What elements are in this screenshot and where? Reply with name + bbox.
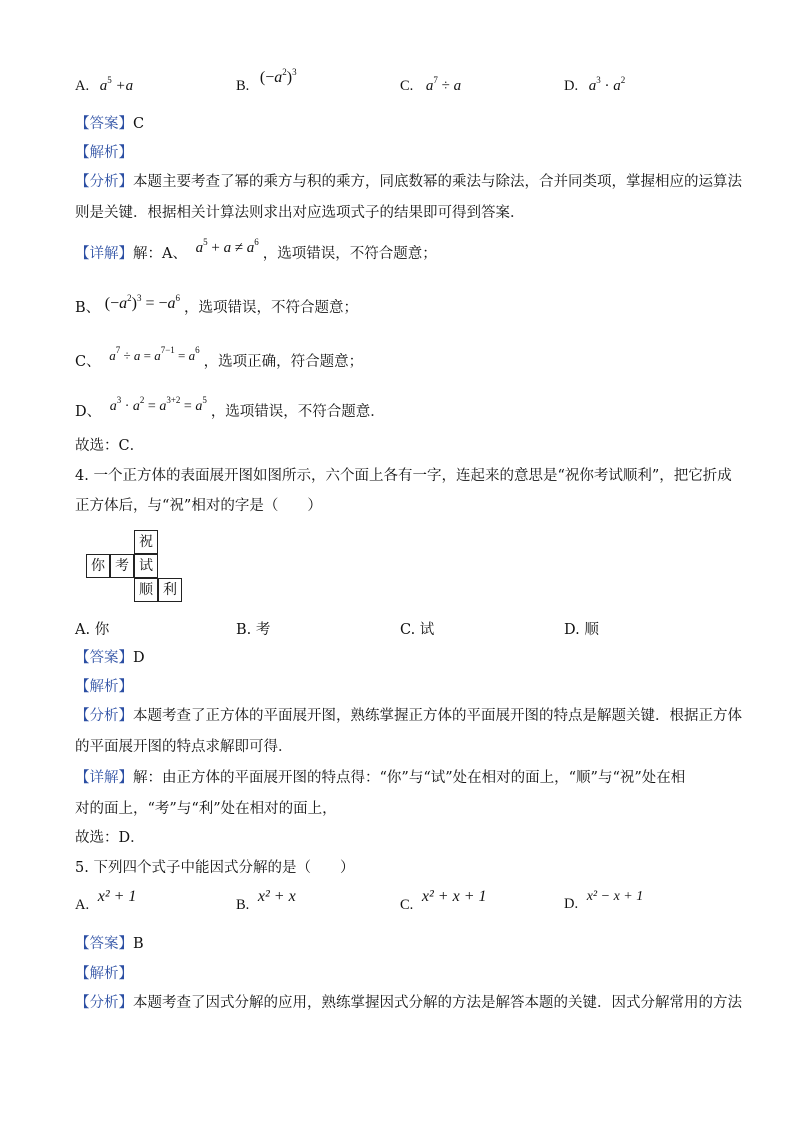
q5-option-b (236, 888, 296, 913)
detail-d-prefix: D、 (75, 404, 102, 420)
detail-c-suffix: ，选项正确，符合题意； (203, 354, 364, 370)
detail-b-prefix: B、 (75, 300, 101, 316)
q3-option-a (75, 75, 133, 95)
q3-option-a-expr: $a^5 +a$ (99, 75, 134, 94)
q3-option-d (564, 75, 625, 95)
cube-net-diagram (86, 530, 182, 602)
q4-fenxi-line-2: 的平面展开图的特点求解即可得． (75, 739, 293, 755)
q3-option-b-label: B. (236, 78, 250, 94)
q5-answer (75, 934, 144, 954)
answer-tag: 【答案】 (75, 936, 133, 952)
q4-analysis-tag: 【解析】 (75, 679, 133, 695)
fenxi-text: 本题考查了正方体的平面展开图，熟练掌握正方体的平面展开图的特点是解题关键．根据正方体 (133, 708, 742, 724)
q3-conclusion: 故选：C． (75, 438, 145, 454)
q4-conclusion: 故选：D． (75, 830, 145, 846)
q3-option-d-label: D. (564, 78, 579, 94)
net-cell-shun: 顺 (134, 578, 158, 602)
detail-text: 解：由正方体的平面展开图的特点得：“你”与“试”处在相对的面上，“顺”与“祝”处在相 (133, 770, 686, 786)
net-cell-shi: 试 (134, 554, 158, 578)
q3-detail-a (75, 238, 437, 264)
q3-detail-d (75, 396, 385, 423)
q5-option-a-label: A. (75, 897, 90, 913)
detail-a-suffix: ，选项错误，不符合题意； (262, 246, 437, 262)
fenxi-tag: 【分析】 (75, 174, 133, 190)
net-cell-kao: 考 (110, 554, 134, 578)
detail-b-expr: $(-a^2)^3 = -a^6$ (104, 293, 180, 312)
q3-option-d-expr: $a^3 \cdot a^2$ (588, 75, 626, 94)
q4-detail-line-2: 对的面上，“考”与“利”处在相对的面上， (75, 801, 337, 817)
fenxi-text: 本题主要考查了幂的乘方与积的乘方，同底数幂的乘法与除法，合并同类项，掌握相应的运算法 (133, 174, 742, 190)
q5-analysis-tag: 【解析】 (75, 966, 133, 982)
q4-stem-line-1: 4. 一个正方体的表面展开图如图所示，六个面上各有一字，连起来的意思是“祝你考试顺利”，把它折成 (75, 468, 732, 484)
detail-c-prefix: C、 (75, 354, 101, 370)
q4-answer (75, 648, 145, 668)
q3-fenxi-line-2: 则是关键．根据相关计算法则求出对应选项式子的结果即可得到答案． (75, 205, 525, 221)
q5-stem: 5. 下列四个式子中能因式分解的是（ ） (75, 860, 355, 876)
q3-option-a-label: A. (75, 78, 90, 94)
detail-tag: 【详解】 (75, 246, 133, 262)
fenxi-text: 本题考查了因式分解的应用，熟练掌握因式分解的方法是解答本题的关键．因式分解常用的方法 (133, 995, 742, 1011)
q3-option-b-expr: $(-a^2)^3$ (259, 67, 297, 86)
fenxi-tag: 【分析】 (75, 708, 133, 724)
answer-tag: 【答案】 (75, 116, 133, 132)
q5-option-d-label: D. (564, 896, 579, 912)
q4-stem-line-2: 正方体后，与“祝”相对的字是（ ） (75, 498, 322, 514)
q3-option-c (400, 75, 461, 95)
q3-fenxi-line-1 (75, 172, 742, 192)
q5-option-b-expr: x² + x (257, 888, 296, 905)
fenxi-tag: 【分析】 (75, 995, 133, 1011)
q5-option-a-expr: x² + 1 (97, 888, 137, 905)
q4-option-a: A. 你 (75, 622, 110, 638)
q3-option-c-expr: $a^7 \div a$ (425, 75, 462, 94)
q3-analysis-tag: 【解析】 (75, 145, 133, 161)
q5-option-c (400, 888, 487, 913)
q5-fenxi-line-1 (75, 993, 742, 1013)
q5-option-b-label: B. (236, 897, 250, 913)
q3-detail-c (75, 346, 363, 372)
q3-detail-b (75, 292, 358, 318)
q3-option-b (236, 67, 297, 94)
detail-b-suffix: ，选项错误，不符合题意； (184, 300, 358, 316)
q5-option-d-expr: x² − x + 1 (586, 889, 644, 904)
q5-option-a (75, 888, 137, 913)
q5-option-c-label: C. (400, 897, 414, 913)
net-cell-li: 利 (158, 578, 182, 602)
answer-value: D (133, 650, 145, 666)
q3-option-c-label: C. (400, 78, 414, 94)
answer-value: C (133, 116, 145, 132)
answer-value: B (133, 936, 144, 952)
answer-tag: 【答案】 (75, 650, 133, 666)
q5-option-c-expr: x² + x + 1 (421, 888, 487, 905)
detail-a-expr: $a^5 + a \ne a^6$ (195, 237, 259, 256)
q5-option-d (564, 888, 644, 912)
q4-detail-line-1 (75, 768, 685, 788)
q4-option-c: C. 试 (400, 622, 435, 638)
detail-c-expr: $a^7 \div a = a^{7-1} = a^6$ (109, 345, 200, 363)
detail-tag: 【详解】 (75, 770, 133, 786)
detail-a-prefix: 解：A、 (133, 246, 187, 262)
q4-fenxi-line-1 (75, 706, 742, 726)
net-cell-zhu: 祝 (134, 530, 158, 554)
detail-d-suffix: ，选项错误，不符合题意． (210, 404, 385, 420)
q4-option-d: D. 顺 (564, 622, 599, 638)
q4-option-b: B. 考 (236, 622, 271, 638)
q3-answer (75, 114, 144, 134)
detail-d-expr: $a^3 \cdot a^2 = a^{3+2} = a^5$ (109, 395, 207, 414)
net-cell-ni: 你 (86, 554, 110, 578)
